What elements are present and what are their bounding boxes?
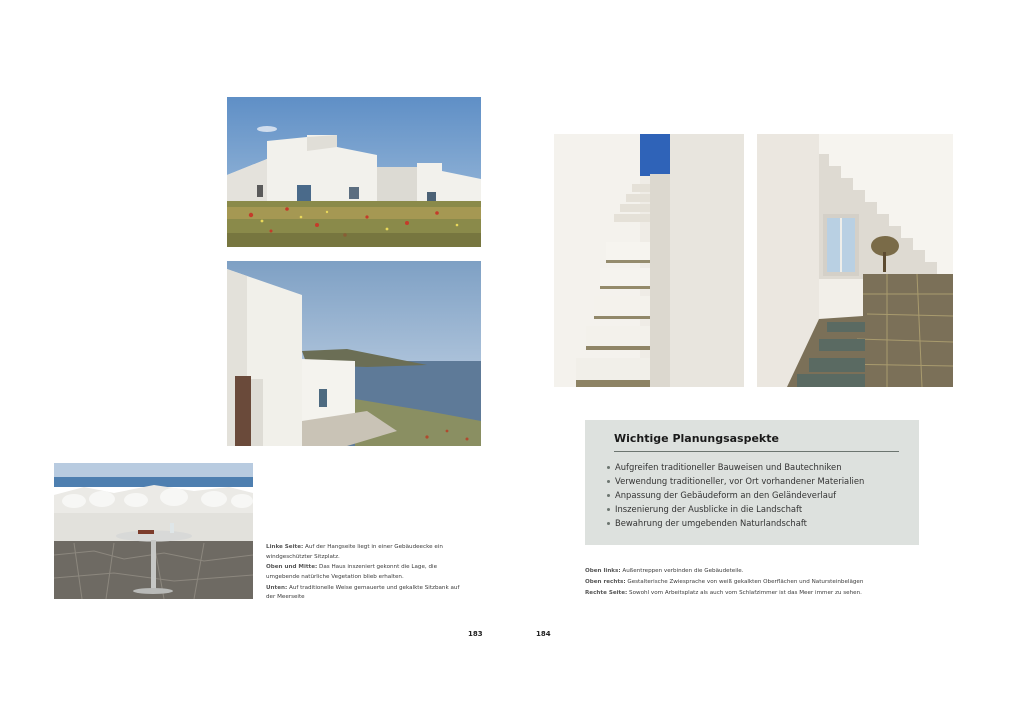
caption-text: Außentreppen verbinden die Gebäudeteile.: [622, 568, 744, 574]
caption-left-page: [266, 543, 466, 604]
photo-outdoor-stairs: [554, 134, 744, 387]
caption-text: Sowohl vom Arbeitsplatz als auch vom Schlafzimmer ist das Meer immer zu sehen.: [629, 589, 862, 596]
list-item: Verwendung traditioneller, vor Ort vorhandener Materialien: [607, 475, 864, 489]
caption-line: [266, 563, 466, 582]
caption-text: Auf traditionelle Weise gemauerte und gekalkte Sitzbank auf der Meerseite: [266, 584, 460, 601]
photo-interior-stairs: [757, 134, 953, 387]
title-divider: [614, 451, 899, 452]
list-item: Anpassung der Gebäudeform an den Geländeverlauf: [607, 489, 864, 503]
list-item: Aufgreifen traditioneller Bauweisen und Bautechniken: [607, 461, 864, 475]
caption-line: [266, 584, 466, 603]
caption-label: Oben rechts:: [585, 578, 626, 585]
caption-label: Oben und Mitte:: [266, 564, 318, 571]
caption-line: [585, 567, 885, 577]
page-number-left: 183: [468, 630, 483, 638]
list-item: Inszenierung der Ausblicke in die Landschaft: [607, 503, 864, 517]
caption-line: [585, 578, 885, 588]
caption-text: Das Haus inszeniert gekonnt die Lage, die umgebende natürliche Vegetation blieb erhalten.: [266, 564, 438, 580]
caption-label: Unten:: [266, 584, 288, 591]
planning-list: [607, 461, 864, 531]
photo-terrace: [54, 463, 253, 599]
caption-text: Auf der Hangseite liegt in einer Gebäudeecke ein windgeschützter Sitzplatz.: [266, 544, 443, 560]
page-number-right: 184: [536, 630, 551, 638]
planning-title: Wichtige Planungsaspekte: [614, 432, 779, 445]
planning-aspects-box: [585, 420, 919, 545]
caption-label: Linke Seite:: [266, 544, 304, 550]
list-item: Bewahrung der umgebenden Naturlandschaft: [607, 517, 864, 531]
photo-house-sea: [227, 261, 481, 446]
caption-text: Gestalterische Zwiesprache von weiß gekalkten Oberflächen und Natursteinbelägen: [627, 578, 864, 585]
caption-label: Oben links:: [585, 568, 621, 574]
caption-label: Rechte Seite:: [585, 589, 628, 596]
caption-line: [585, 589, 885, 599]
caption-right-page: [585, 567, 885, 600]
caption-line: [266, 543, 466, 562]
photo-house-meadow: [227, 97, 481, 247]
